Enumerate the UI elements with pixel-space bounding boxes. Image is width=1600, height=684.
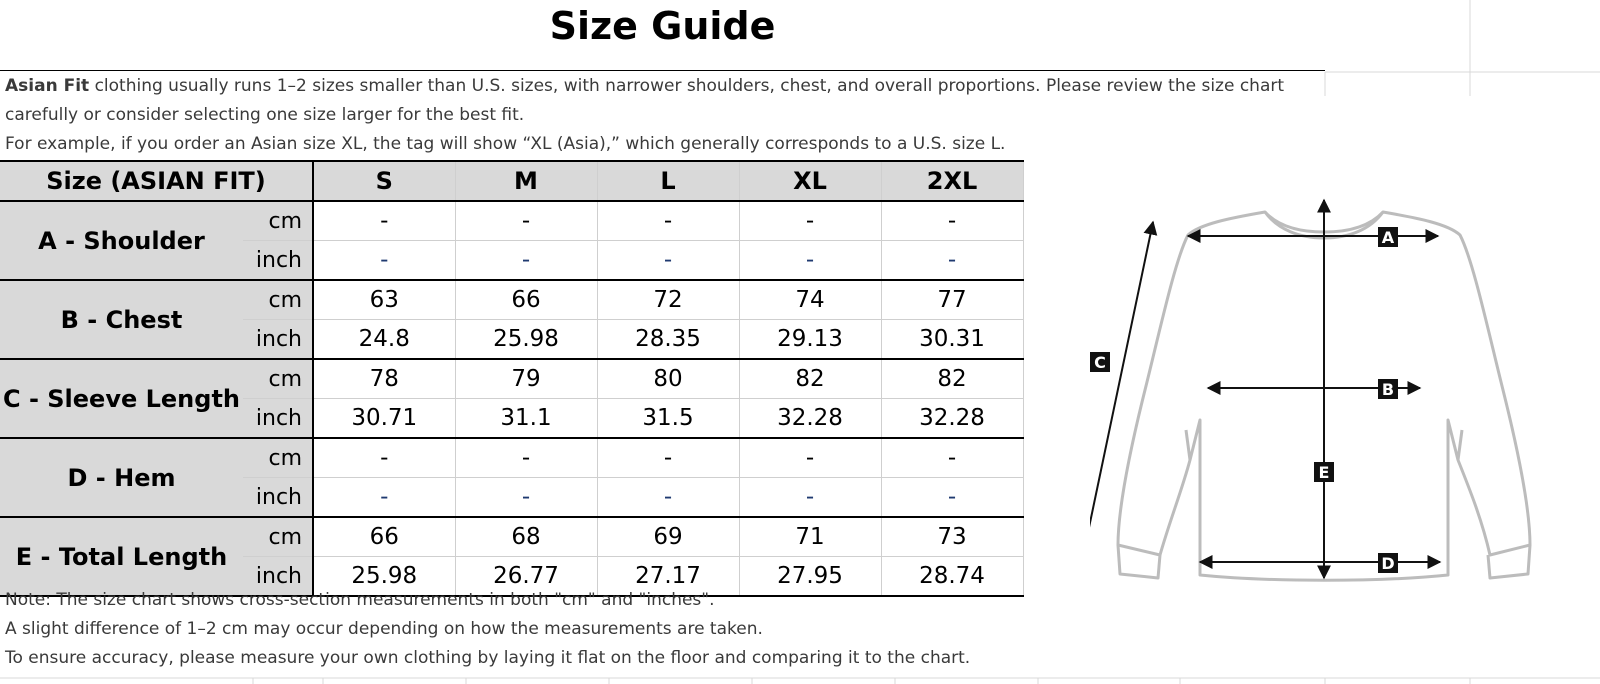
table-cell: - bbox=[455, 241, 597, 281]
svg-text:B: B bbox=[1381, 380, 1395, 399]
note-line: Note: The size chart shows cross-section measurements in both "cm" and "inches". bbox=[5, 590, 715, 610]
unit-inch: inch bbox=[243, 399, 313, 439]
unit-inch: inch bbox=[243, 320, 313, 360]
unit-inch: inch bbox=[243, 557, 313, 597]
table-cell: 78 bbox=[313, 359, 455, 399]
table-cell: 32.28 bbox=[881, 399, 1023, 439]
table-cell: - bbox=[597, 478, 739, 518]
table-cell: 80 bbox=[597, 359, 739, 399]
table-cell: 77 bbox=[881, 280, 1023, 320]
unit-cm: cm bbox=[243, 517, 313, 557]
row-label-shoulder: A - Shoulder bbox=[0, 201, 243, 280]
table-cell: 74 bbox=[739, 280, 881, 320]
table-cell: - bbox=[597, 438, 739, 478]
table-cell: - bbox=[881, 241, 1023, 281]
svg-text:D: D bbox=[1381, 554, 1395, 573]
table-cell: 32.28 bbox=[739, 399, 881, 439]
table-cell: - bbox=[597, 241, 739, 281]
label-d-icon bbox=[1378, 553, 1398, 573]
table-row bbox=[0, 201, 1023, 241]
size-table bbox=[0, 160, 1024, 597]
header-size-label: Size (ASIAN FIT) bbox=[0, 161, 313, 201]
table-header-row bbox=[0, 161, 1023, 201]
row-label-hem: D - Hem bbox=[0, 438, 243, 517]
row-label-sleeve-length: C - Sleeve Length bbox=[0, 359, 243, 438]
intro-example: For example, if you order an Asian size XL, the tag will show “XL (Asia),” which generally corresponds to a U.S. size L. bbox=[5, 134, 1006, 154]
table-cell: - bbox=[881, 438, 1023, 478]
page-title: Size Guide bbox=[549, 4, 776, 48]
label-e-icon bbox=[1314, 462, 1334, 482]
table-cell: - bbox=[455, 478, 597, 518]
table-cell: 82 bbox=[881, 359, 1023, 399]
unit-cm: cm bbox=[243, 280, 313, 320]
table-cell: 27.95 bbox=[739, 557, 881, 597]
svg-text:C: C bbox=[1094, 353, 1106, 372]
table-cell: - bbox=[455, 201, 597, 241]
table-cell: - bbox=[313, 201, 455, 241]
unit-inch: inch bbox=[243, 478, 313, 518]
table-row bbox=[0, 280, 1023, 320]
table-cell: 69 bbox=[597, 517, 739, 557]
table-cell: 71 bbox=[739, 517, 881, 557]
table-cell: 68 bbox=[455, 517, 597, 557]
table-cell: - bbox=[455, 438, 597, 478]
table-cell: - bbox=[739, 478, 881, 518]
row-label-total-length: E - Total Length bbox=[0, 517, 243, 596]
table-row bbox=[0, 438, 1023, 478]
table-cell: - bbox=[313, 478, 455, 518]
table-cell: 28.35 bbox=[597, 320, 739, 360]
table-cell: - bbox=[739, 438, 881, 478]
table-cell: 66 bbox=[313, 517, 455, 557]
label-c-icon bbox=[1090, 352, 1110, 372]
intro-text bbox=[5, 72, 1295, 159]
note-line: A slight difference of 1–2 cm may occur depending on how the measurements are taken. bbox=[5, 619, 763, 639]
table-cell: - bbox=[597, 201, 739, 241]
header-size-2xl: 2XL bbox=[881, 161, 1023, 201]
title-divider bbox=[0, 70, 1325, 71]
table-cell: - bbox=[313, 438, 455, 478]
label-b-icon bbox=[1378, 379, 1398, 399]
table-row bbox=[0, 517, 1023, 557]
table-cell: - bbox=[881, 478, 1023, 518]
row-label-chest: B - Chest bbox=[0, 280, 243, 359]
table-cell: 27.17 bbox=[597, 557, 739, 597]
unit-cm: cm bbox=[243, 438, 313, 478]
table-cell: 73 bbox=[881, 517, 1023, 557]
unit-cm: cm bbox=[243, 201, 313, 241]
note-line: To ensure accuracy, please measure your own clothing by laying it flat on the floor and comparing it to the chart. bbox=[5, 648, 971, 668]
table-cell: - bbox=[739, 241, 881, 281]
table-cell: - bbox=[881, 201, 1023, 241]
intro-rest: clothing usually runs 1–2 sizes smaller than U.S. sizes, with narrower shoulders, chest, and overall proportions. Please review the size chart carefully or consider selecting one size larger for the best fit. bbox=[5, 76, 1285, 125]
intro-bold: Asian Fit bbox=[5, 76, 90, 96]
table-cell: 79 bbox=[455, 359, 597, 399]
table-cell: 29.13 bbox=[739, 320, 881, 360]
table-cell: 25.98 bbox=[313, 557, 455, 597]
table-cell: 26.77 bbox=[455, 557, 597, 597]
sweater-measurement-diagram bbox=[1090, 190, 1560, 600]
header-size-xl: XL bbox=[739, 161, 881, 201]
table-cell: 30.31 bbox=[881, 320, 1023, 360]
intro-paragraph bbox=[5, 72, 1295, 130]
table-cell: 28.74 bbox=[881, 557, 1023, 597]
table-cell: 63 bbox=[313, 280, 455, 320]
header-size-m: M bbox=[455, 161, 597, 201]
table-cell: - bbox=[739, 201, 881, 241]
table-cell: 66 bbox=[455, 280, 597, 320]
table-cell: 24.8 bbox=[313, 320, 455, 360]
unit-cm: cm bbox=[243, 359, 313, 399]
table-cell: 72 bbox=[597, 280, 739, 320]
table-cell: 30.71 bbox=[313, 399, 455, 439]
table-cell: 82 bbox=[739, 359, 881, 399]
unit-inch: inch bbox=[243, 241, 313, 281]
header-size-l: L bbox=[597, 161, 739, 201]
svg-text:E: E bbox=[1318, 463, 1330, 482]
table-cell: 31.1 bbox=[455, 399, 597, 439]
table-cell: - bbox=[313, 241, 455, 281]
header-size-s: S bbox=[313, 161, 455, 201]
table-row bbox=[0, 359, 1023, 399]
label-a-icon bbox=[1378, 227, 1398, 247]
table-cell: 25.98 bbox=[455, 320, 597, 360]
table-cell: 31.5 bbox=[597, 399, 739, 439]
svg-text:A: A bbox=[1381, 228, 1395, 247]
notes bbox=[5, 586, 970, 673]
